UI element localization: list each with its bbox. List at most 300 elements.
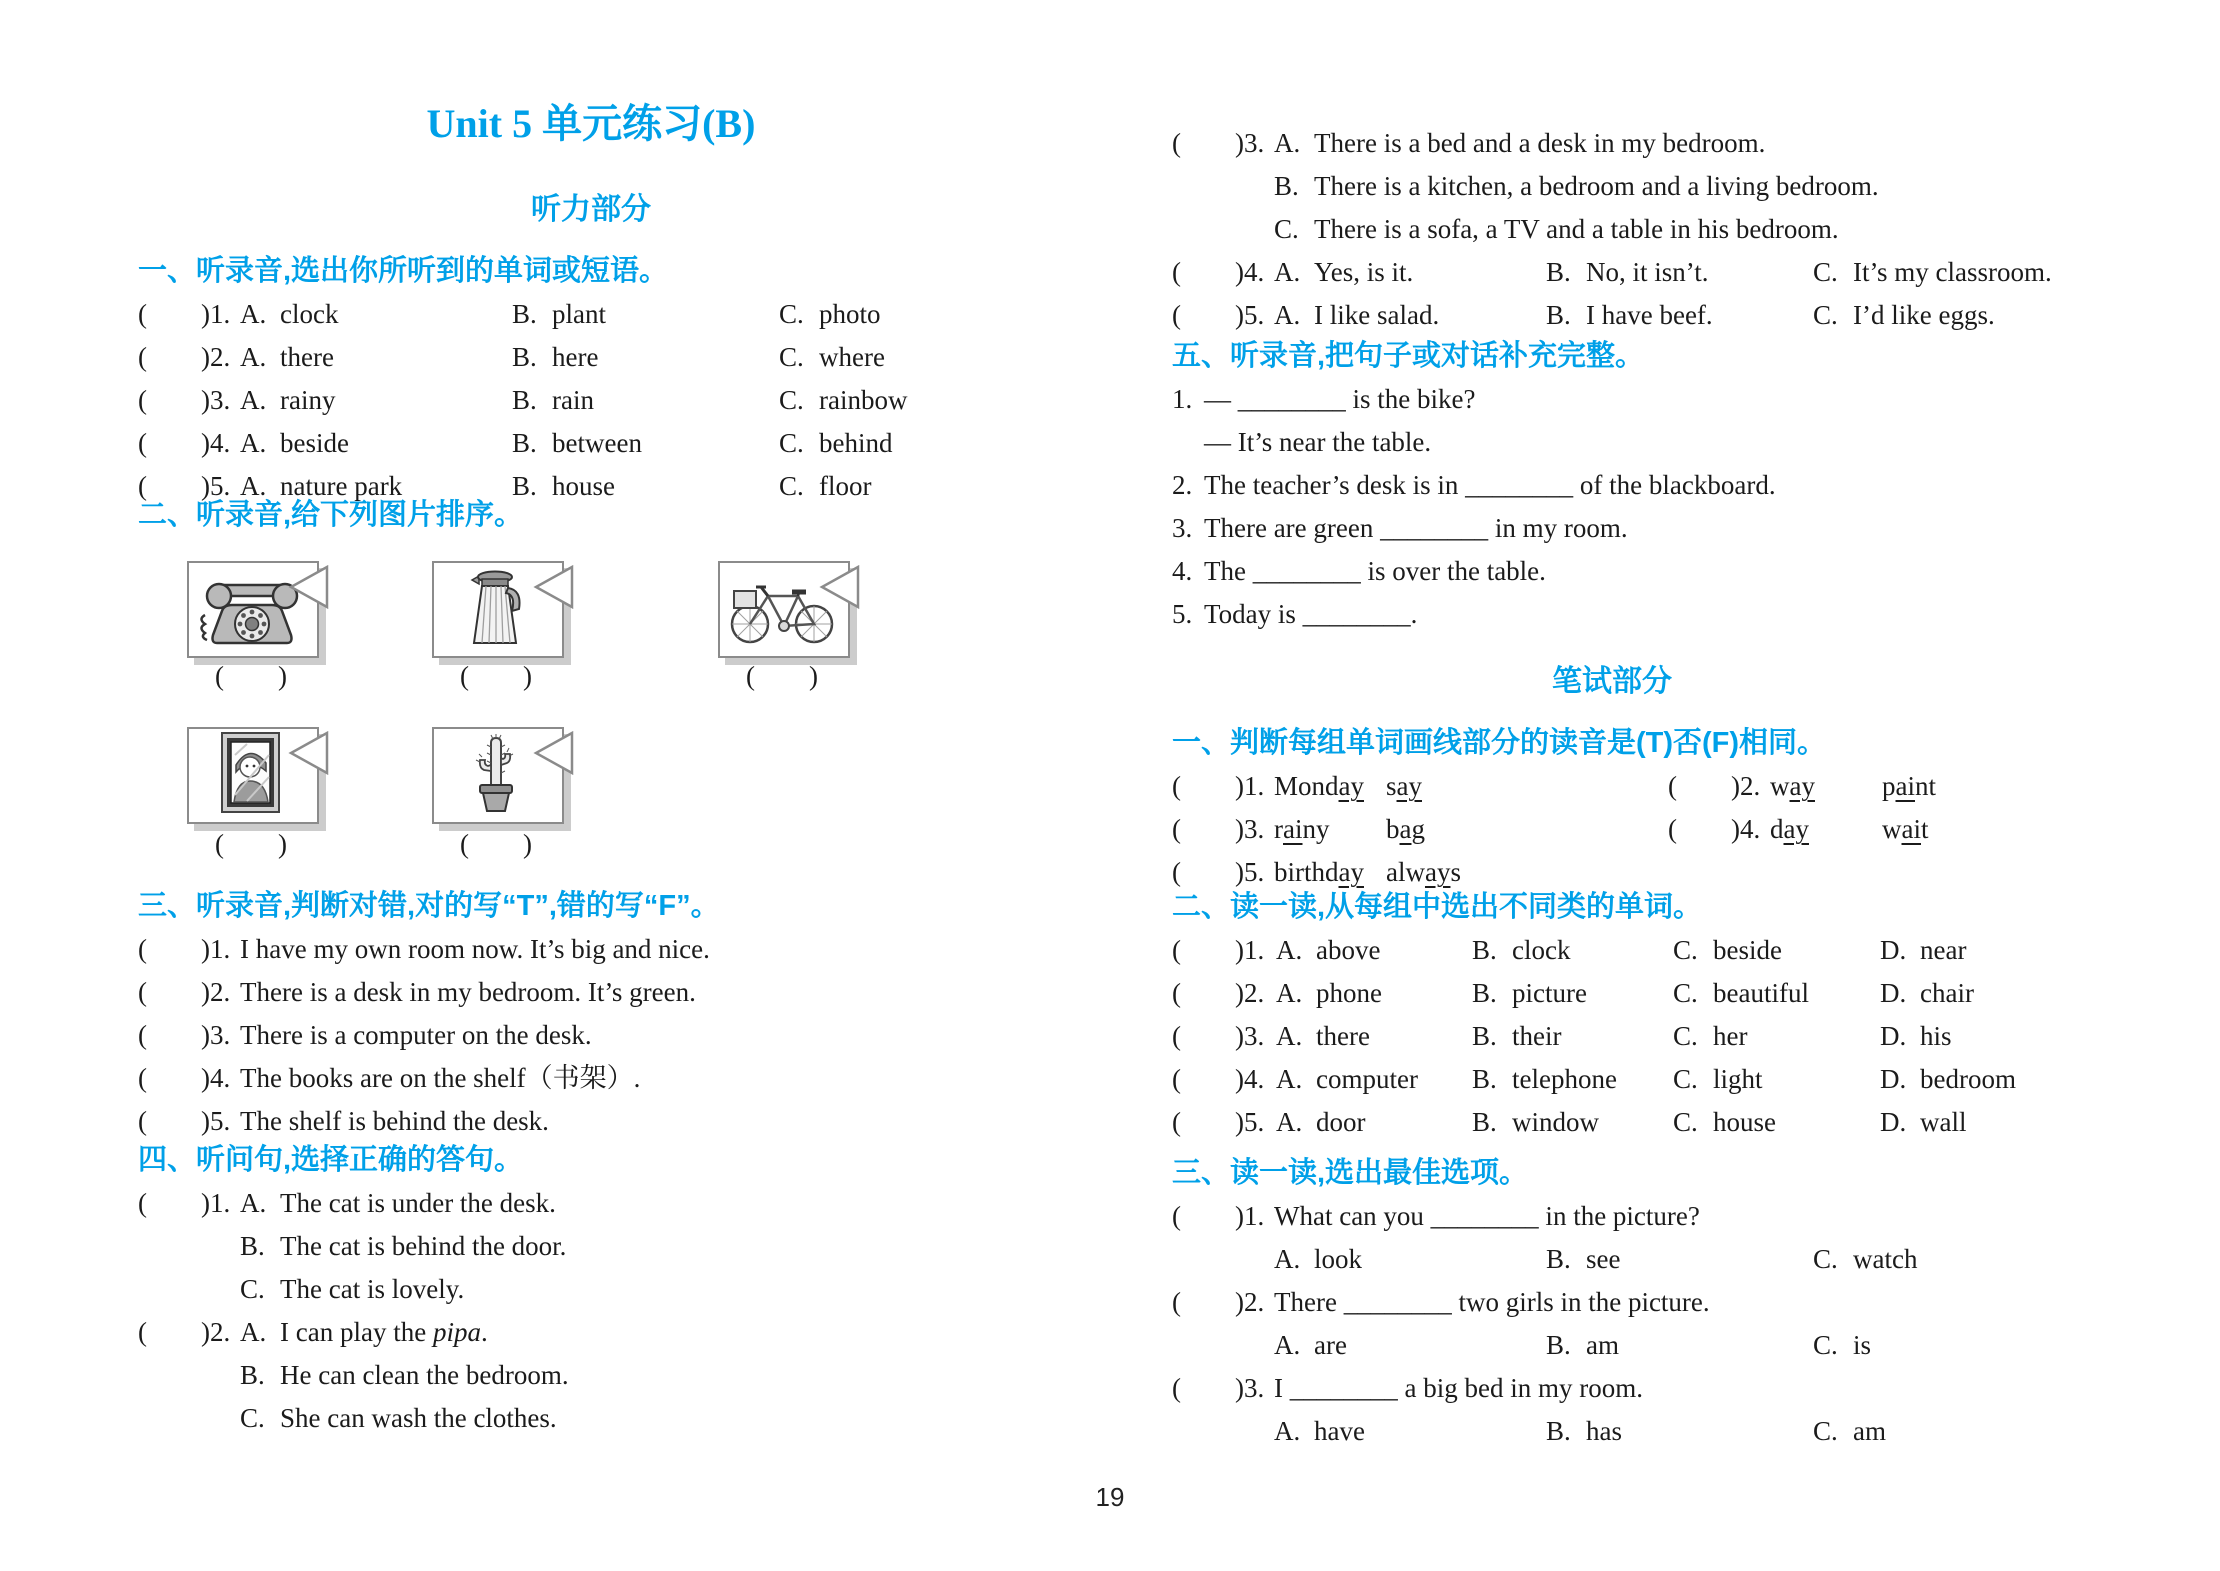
option-a-text: nature park <box>280 471 403 501</box>
option-a-label: A. <box>240 1188 267 1218</box>
best-choice-list <box>1172 1195 2052 1453</box>
underlined-letters: a <box>1399 814 1412 844</box>
item-number: 4. <box>1172 556 1193 586</box>
option-d-label: D. <box>1880 935 1907 965</box>
list-item <box>1172 1015 2052 1058</box>
answer-slot <box>1172 808 1274 851</box>
option-c-label: C. <box>779 471 804 501</box>
sentence-text: — It’s near the table. <box>1204 427 1432 457</box>
word-one: rainy <box>1274 814 1330 844</box>
answer-slot <box>1172 765 1274 808</box>
option-b-label: B. <box>512 385 537 415</box>
option-c <box>1673 929 1782 972</box>
word-pair-item <box>1668 765 2052 808</box>
option-b-text: I have beef. <box>1586 300 1713 330</box>
option-c-label: C. <box>779 299 804 329</box>
option-a <box>1274 1324 1347 1367</box>
option-b-label: B. <box>240 1360 265 1390</box>
option-a <box>240 336 334 379</box>
option-c-text: rainbow <box>819 385 908 415</box>
answer-slot <box>138 928 240 971</box>
answer-paren: ( ) <box>138 471 210 501</box>
option-a-text: The cat is under the desk. <box>280 1188 556 1218</box>
option-a <box>240 1182 556 1225</box>
option-c <box>1813 1324 1871 1367</box>
option-b-label: B. <box>1546 300 1571 330</box>
option-a-label: A. <box>1274 128 1301 158</box>
answer-slot <box>138 1311 230 1354</box>
item-number: 1. <box>1172 384 1193 414</box>
item-number: 3. <box>1243 1021 1265 1051</box>
option-c-label: C. <box>240 1274 265 1304</box>
option-d-text: chair <box>1920 978 1974 1008</box>
item-number: 3. <box>209 385 231 415</box>
option-a-text: have <box>1314 1416 1365 1446</box>
option-a-text: are <box>1314 1330 1347 1360</box>
option-c-label: C. <box>1813 1330 1838 1360</box>
option-d-text: his <box>1920 1021 1952 1051</box>
item-number: 4. <box>209 428 231 458</box>
audio-play-flag-icon <box>532 731 574 775</box>
answer-paren: ( ) <box>138 1317 210 1347</box>
item-number: 5. <box>1172 599 1193 629</box>
option-d <box>1880 972 1974 1015</box>
list-item <box>138 422 1044 465</box>
underlined-letters: ay <box>1338 857 1364 887</box>
right-column <box>1172 0 2052 1453</box>
option-c <box>1274 208 1839 251</box>
option-c-text: is <box>1853 1330 1872 1360</box>
answer-paren: ( ) <box>138 1106 210 1136</box>
option-b-text: see <box>1586 1244 1621 1274</box>
item-number: 2. <box>1243 978 1265 1008</box>
option-c-text: her <box>1713 1021 1748 1051</box>
option-b <box>240 1354 569 1397</box>
option-c-label: C. <box>1813 1416 1838 1446</box>
option-b <box>1472 929 1570 972</box>
option-c <box>779 293 881 336</box>
option-a-label: A. <box>240 299 267 329</box>
option-a-label: A. <box>240 471 267 501</box>
list-item <box>1172 421 2052 464</box>
option-a <box>1276 1101 1366 1144</box>
option-a-label: A. <box>1274 1330 1301 1360</box>
option-b <box>512 336 598 379</box>
answer-slot <box>138 336 230 379</box>
list-item <box>138 971 1044 1014</box>
question-row <box>138 1182 1044 1225</box>
sentence-text: There is a computer on the desk. <box>240 1020 592 1050</box>
list-item <box>138 379 1044 422</box>
item-number: 4. <box>209 1063 231 1093</box>
answer-slot <box>1172 1367 1274 1410</box>
option-b-label: B. <box>1274 171 1299 201</box>
option-a-label: A. <box>1276 1021 1303 1051</box>
option-a-text: phone <box>1316 978 1382 1008</box>
answer-paren: ( ) <box>1172 128 1244 158</box>
sentence-text: — ________ is the bike? <box>1204 384 1476 414</box>
order-answer-paren: ( ) <box>460 829 532 859</box>
page-title: Unit 5 单元练习(B) <box>426 101 756 146</box>
listening-part-heading: 听力部分 <box>531 193 651 226</box>
option-b <box>1472 972 1587 1015</box>
option-c-label: C. <box>1673 935 1698 965</box>
sentence-text: The shelf is behind the desk. <box>240 1106 549 1136</box>
list-item <box>138 336 1044 379</box>
answer-slot <box>1172 1101 1264 1144</box>
answer-paren: ( ) <box>1172 300 1244 330</box>
option-b-text: No, it isn’t. <box>1586 257 1709 287</box>
item-number: 3. <box>1243 814 1265 844</box>
option-b <box>512 379 594 422</box>
option-a-label: A. <box>1274 1416 1301 1446</box>
option-c-text: house <box>1713 1107 1776 1137</box>
sentence-text: The books are on the shelf（书架）. <box>240 1063 641 1093</box>
option-c-text: floor <box>819 471 872 501</box>
option-c-label: C. <box>240 1403 265 1433</box>
answer-paren: ( ) <box>1172 771 1244 801</box>
word-one: Monday <box>1274 771 1364 801</box>
option-b-text: their <box>1512 1021 1562 1051</box>
answer-paren: ( ) <box>138 1188 210 1218</box>
option-a <box>1276 1058 1418 1101</box>
option-c-text: The cat is lovely. <box>280 1274 465 1304</box>
option-c <box>1813 1238 1917 1281</box>
option-b <box>512 422 642 465</box>
question-row <box>138 1311 1044 1354</box>
option-c-text: where <box>819 342 885 372</box>
option-c-label: C. <box>1813 300 1838 330</box>
item-number: 1. <box>1243 771 1265 801</box>
option-c <box>779 422 893 465</box>
option-a <box>1274 122 1765 165</box>
option-b <box>1546 251 1709 294</box>
option-a-text: there <box>280 342 334 372</box>
item-number: 4. <box>1243 1064 1265 1094</box>
option-b-text: picture <box>1512 978 1587 1008</box>
list-item <box>138 1014 1044 1057</box>
item-number: 2. <box>209 977 231 1007</box>
item-number: 5. <box>1243 857 1265 887</box>
answer-paren: ( ) <box>1172 1373 1244 1403</box>
option-b-text: house <box>552 471 615 501</box>
option-a <box>1274 251 1413 294</box>
option-d <box>1880 1058 2016 1101</box>
option-a-text: above <box>1316 935 1381 965</box>
word-pair-item <box>1172 765 1668 808</box>
answer-paren: ( ) <box>138 1063 210 1093</box>
option-d <box>1880 1015 1952 1058</box>
option-a <box>240 379 335 422</box>
option-c-label: C. <box>779 428 804 458</box>
option-d-label: D. <box>1880 1107 1907 1137</box>
option-a-label: A. <box>1274 257 1301 287</box>
option-b-label: B. <box>512 428 537 458</box>
option-a <box>240 293 338 336</box>
answer-slot <box>138 1014 240 1057</box>
picture-card <box>432 727 564 824</box>
answer-slot <box>138 971 240 1014</box>
answer-paren: ( ) <box>1172 1107 1244 1137</box>
option-b-label: B. <box>512 342 537 372</box>
option-c-label: C. <box>1673 1021 1698 1051</box>
answer-slot <box>1172 1015 1264 1058</box>
option-c <box>1673 1015 1747 1058</box>
list-item <box>138 465 1044 508</box>
option-c <box>1673 1101 1776 1144</box>
list-item <box>138 928 1044 971</box>
option-a-label: A. <box>1276 1107 1303 1137</box>
option-c-label: C. <box>1813 1244 1838 1274</box>
listening-section2-heading: 二、听录音,给下列图片排序。 <box>138 499 524 531</box>
option-c-text: watch <box>1853 1244 1918 1274</box>
list-item <box>1172 972 2052 1015</box>
list-item <box>138 1057 1044 1100</box>
option-b-label: B. <box>1472 1064 1497 1094</box>
option-c-text: am <box>1853 1416 1886 1446</box>
option-b <box>512 465 615 508</box>
option-row <box>1172 1410 2052 1453</box>
answer-paren: ( ) <box>1172 1287 1244 1317</box>
word-one: day <box>1770 814 1809 844</box>
option-a-text: there <box>1316 1021 1370 1051</box>
item-number: 2. <box>209 342 231 372</box>
answer-paren: ( ) <box>1172 1064 1244 1094</box>
word-two: always <box>1386 857 1461 887</box>
option-c-text: photo <box>819 299 881 329</box>
option-b-label: B. <box>1546 1330 1571 1360</box>
answer-paren: ( ) <box>1172 978 1244 1008</box>
option-b-text: rain <box>552 385 594 415</box>
list-item <box>138 293 1044 336</box>
item-number: 4. <box>1739 814 1761 844</box>
option-a <box>240 1311 488 1354</box>
option-c <box>1813 1410 1886 1453</box>
option-c <box>240 1397 557 1440</box>
answer-slot <box>138 465 230 508</box>
option-a <box>240 422 349 465</box>
option-a-text: beside <box>280 428 349 458</box>
word-pair-item <box>1172 808 1668 851</box>
option-a-label: A. <box>1274 1244 1301 1274</box>
option-c-text: behind <box>819 428 893 458</box>
option-c-text: She can wash the clothes. <box>280 1403 557 1433</box>
option-c <box>1813 294 1995 337</box>
option-c <box>1813 251 2052 294</box>
word-pair-item <box>1668 808 2052 851</box>
answer-slot <box>1668 808 1770 851</box>
list-item <box>1172 378 2052 421</box>
item-number: 2. <box>1243 1287 1265 1317</box>
item-number: 1. <box>1243 935 1265 965</box>
option-b <box>240 1225 566 1268</box>
option-c <box>779 379 907 422</box>
option-b-text: has <box>1586 1416 1622 1446</box>
audio-play-flag-icon <box>287 565 329 609</box>
option-row <box>1172 165 2052 208</box>
underlined-letters: ai <box>1895 771 1915 801</box>
question-row <box>1172 1195 2052 1238</box>
option-d <box>1880 929 1966 972</box>
option-row <box>138 1225 1044 1268</box>
option-row <box>138 1354 1044 1397</box>
answer-slot <box>1172 1058 1264 1101</box>
order-answer-paren: ( ) <box>215 661 287 691</box>
option-c <box>240 1268 464 1311</box>
question-stem: There ________ two girls in the picture. <box>1274 1287 1710 1317</box>
option-c-text: I’d like eggs. <box>1853 300 1995 330</box>
option-b-label: B. <box>1472 1107 1497 1137</box>
answer-slot <box>1668 765 1770 808</box>
list-item <box>1172 464 2052 507</box>
answer-slot <box>138 1182 230 1225</box>
answer-slot <box>1172 1195 1274 1238</box>
option-b-text: He can clean the bedroom. <box>280 1360 569 1390</box>
list-item <box>1172 929 2052 972</box>
answer-slot <box>1172 972 1264 1015</box>
answer-slot <box>1172 251 1264 294</box>
option-b-text: The cat is behind the door. <box>280 1231 567 1261</box>
option-a <box>240 465 402 508</box>
sentence-text: There is a desk in my bedroom. It’s green. <box>240 977 696 1007</box>
option-b <box>1546 1238 1620 1281</box>
list-item <box>1172 507 2052 550</box>
answer-slot <box>138 1100 240 1143</box>
page-number: 19 <box>1095 1482 1125 1512</box>
audio-play-flag-icon <box>532 565 574 609</box>
option-c-label: C. <box>1673 1107 1698 1137</box>
item-number: 1. <box>209 299 231 329</box>
word-two: wait <box>1882 814 1929 844</box>
option-c-text: light <box>1713 1064 1763 1094</box>
written-section2-heading: 二、读一读,从每组中选出不同类的单词。 <box>1172 891 1703 923</box>
answer-paren: ( ) <box>1172 814 1244 844</box>
underlined-letters: ay <box>1396 771 1422 801</box>
option-b <box>1472 1058 1617 1101</box>
option-c-text: There is a sofa, a TV and a table in his bedroom. <box>1314 214 1839 244</box>
option-a-text: door <box>1316 1107 1366 1137</box>
option-a-text: There is a bed and a desk in my bedroom. <box>1314 128 1766 158</box>
answer-slot <box>138 1057 240 1100</box>
question-row <box>1172 122 2052 165</box>
option-a-text: I like salad. <box>1314 300 1440 330</box>
option-b <box>1546 294 1713 337</box>
fill-in-blank-list <box>1172 378 2052 636</box>
word-two: say <box>1386 771 1422 801</box>
option-a-label: A. <box>240 342 267 372</box>
option-a-label: A. <box>240 428 267 458</box>
answer-slot <box>1172 122 1264 165</box>
word-two: paint <box>1882 771 1937 801</box>
left-column <box>138 0 1044 1440</box>
option-b <box>1472 1101 1599 1144</box>
option-b-label: B. <box>1472 1021 1497 1051</box>
picture-ordering-grid <box>138 537 1044 867</box>
option-c-label: C. <box>1673 978 1698 1008</box>
underlined-letters: ay <box>1783 814 1809 844</box>
question-row <box>1172 1281 2052 1324</box>
option-c <box>1673 972 1809 1015</box>
option-c-text: beside <box>1713 935 1782 965</box>
underlined-letters: ai <box>1283 814 1303 844</box>
sentence-text: Today is ________. <box>1204 599 1418 629</box>
item-number: 5. <box>209 471 231 501</box>
option-b-label: B. <box>1546 257 1571 287</box>
option-b-label: B. <box>240 1231 265 1261</box>
option-d-label: D. <box>1880 1064 1907 1094</box>
order-answer-paren: ( ) <box>215 829 287 859</box>
option-b-text: between <box>552 428 642 458</box>
item-number: 4. <box>1243 257 1265 287</box>
answer-paren: ( ) <box>1172 1021 1244 1051</box>
list-item <box>138 1100 1044 1143</box>
list-item <box>1172 550 2052 593</box>
option-b-text: clock <box>1512 935 1571 965</box>
italic-word: pipa <box>432 1317 481 1347</box>
picture-card <box>432 561 564 658</box>
word-one: way <box>1770 771 1815 801</box>
question-stem: I ________ a big bed in my room. <box>1274 1373 1643 1403</box>
option-b-text: window <box>1512 1107 1599 1137</box>
option-a-text: rainy <box>280 385 336 415</box>
sentence-text: There are green ________ in my room. <box>1204 513 1628 543</box>
option-c-label: C. <box>1813 257 1838 287</box>
item-number: 2. <box>209 1317 231 1347</box>
option-row <box>1172 1238 2052 1281</box>
option-a-label: A. <box>1274 300 1301 330</box>
word-one: birthday <box>1274 857 1364 887</box>
answer-paren: ( ) <box>1668 814 1740 844</box>
underlined-letters: ay <box>1338 771 1364 801</box>
answer-paren: ( ) <box>1172 935 1244 965</box>
option-d-text: bedroom <box>1920 1064 2016 1094</box>
option-a <box>1276 972 1382 1015</box>
answer-paren: ( ) <box>138 977 210 1007</box>
option-b <box>512 293 606 336</box>
option-row <box>138 1268 1044 1311</box>
sentence-text: The ________ is over the table. <box>1204 556 1546 586</box>
option-a-label: A. <box>1276 1064 1303 1094</box>
audio-play-flag-icon <box>818 565 860 609</box>
written-section3-heading: 三、读一读,选出最佳选项。 <box>1172 1157 1529 1189</box>
answer-paren: ( ) <box>138 428 210 458</box>
item-number: 5. <box>1243 1107 1265 1137</box>
answer-slot <box>1172 294 1264 337</box>
item-number: 1. <box>209 1188 231 1218</box>
option-a-text: Yes, is it. <box>1314 257 1414 287</box>
answer-paren: ( ) <box>1668 771 1740 801</box>
list-item <box>1172 593 2052 636</box>
option-d-label: D. <box>1880 1021 1907 1051</box>
option-a-text: I can play the pipa. <box>280 1317 488 1347</box>
word-two: bag <box>1386 814 1425 844</box>
picture-card <box>718 561 850 658</box>
option-a <box>1274 1410 1365 1453</box>
listening-section3-heading: 三、听录音,判断对错,对的写“T”,错的写“F”。 <box>138 890 720 922</box>
option-b-label: B. <box>1546 1244 1571 1274</box>
option-a-label: A. <box>1276 935 1303 965</box>
option-b-text: here <box>552 342 599 372</box>
option-b <box>1274 165 1879 208</box>
item-number: 5. <box>209 1106 231 1136</box>
option-row <box>138 1397 1044 1440</box>
listening-word-choice-list <box>138 293 1044 508</box>
underlined-letters: ai <box>1901 814 1921 844</box>
option-a <box>1274 294 1439 337</box>
answer-slot <box>138 293 230 336</box>
question-row <box>1172 294 2052 337</box>
option-a-label: A. <box>240 385 267 415</box>
